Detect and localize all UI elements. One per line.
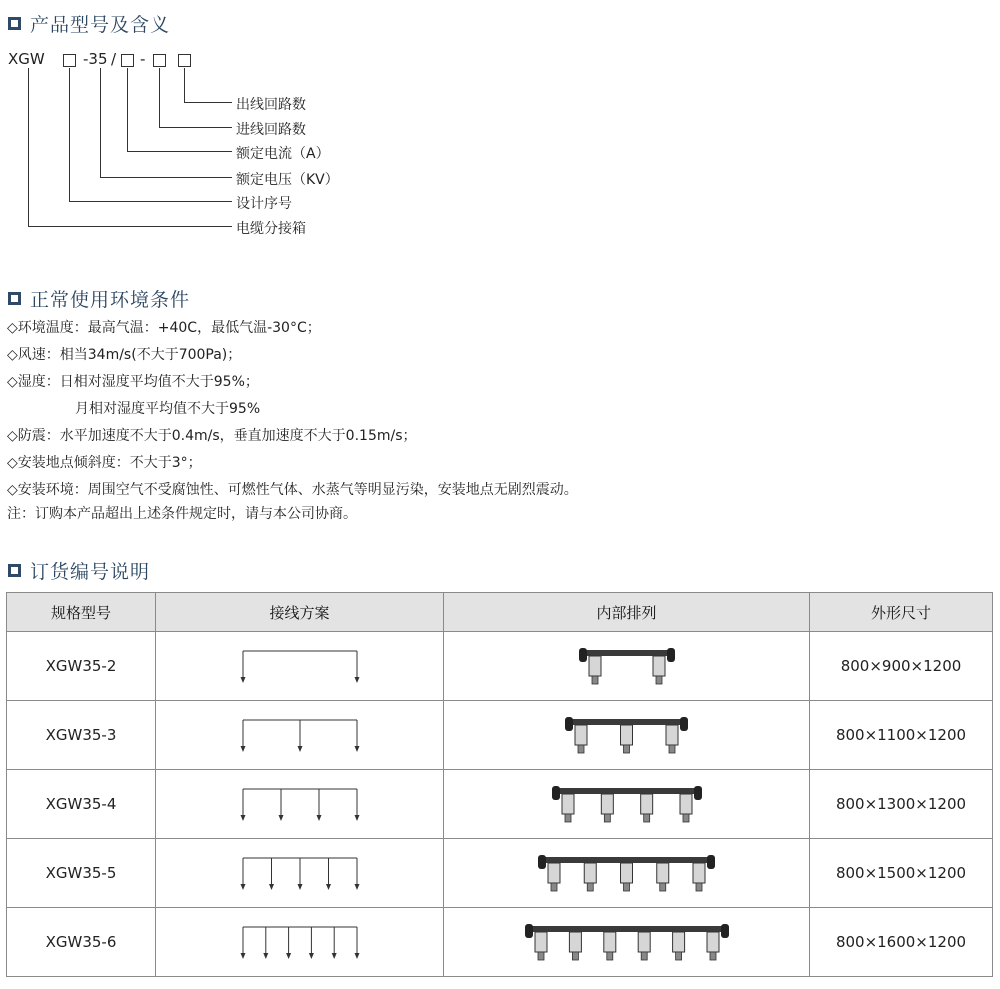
section-product-model — [8, 10, 170, 37]
table-row — [7, 701, 993, 770]
section-environment — [8, 285, 190, 312]
arrow-down-icon — [240, 746, 245, 752]
cond-temperature: ◇环境温度：最高气温：+40C，最低气温-30°C； — [7, 320, 321, 336]
cable-terminal — [624, 883, 630, 891]
cable-terminal — [606, 952, 612, 960]
code-box-current — [121, 54, 134, 67]
arrow-down-icon — [286, 953, 291, 959]
end-cap — [667, 648, 675, 662]
arrow-down-icon — [240, 677, 245, 683]
leader-current — [127, 68, 128, 152]
end-cap — [552, 786, 560, 800]
switch-unit — [666, 725, 678, 745]
cell-wiring — [156, 908, 444, 977]
switch-unit — [584, 863, 596, 883]
switch-unit — [621, 863, 633, 883]
arrow-down-icon — [240, 953, 245, 959]
switch-unit — [672, 932, 684, 952]
cell-model: XGW35-6 — [7, 908, 156, 977]
meaning-design-serial: 设计序号 — [236, 196, 292, 212]
leader-in-h — [159, 127, 232, 128]
cell-layout — [444, 770, 810, 839]
cell-size: 800×900×1200 — [810, 632, 993, 701]
leader-in — [159, 68, 160, 128]
square-bullet-icon — [8, 292, 21, 305]
cell-layout — [444, 632, 810, 701]
busbar — [579, 650, 675, 656]
cable-terminal — [643, 814, 649, 822]
cell-wiring — [156, 701, 444, 770]
cond-install-env: ◇安装环境：周围空气不受腐蚀性、可燃性气体、水蒸气等明显污染，安装地点无剧烈震动。 — [7, 482, 578, 498]
cable-terminal — [641, 952, 647, 960]
switch-unit — [569, 932, 581, 952]
meaning-rated-current: 额定电流（A） — [236, 146, 330, 162]
end-cap — [538, 855, 546, 869]
cable-terminal — [683, 814, 689, 822]
cond-wind: ◇风速：相当34m/s(不大于700Pa)； — [7, 347, 242, 363]
code-box-in — [153, 54, 166, 67]
code-box-design — [63, 54, 76, 67]
cell-size: 800×1100×1200 — [810, 701, 993, 770]
leader-cable — [28, 68, 29, 227]
header-layout: 内部排列 — [444, 593, 810, 632]
cable-terminal — [578, 745, 584, 753]
leader-design — [69, 68, 70, 202]
wiring-diagram — [235, 646, 365, 686]
switch-unit — [548, 863, 560, 883]
arrow-down-icon — [354, 953, 359, 959]
cond-note: 注：订购本产品超出上述条件规定时，请与本公司协商。 — [7, 506, 357, 522]
meaning-rated-voltage: 额定电压（KV） — [236, 172, 339, 188]
cond-humidity-day: ◇湿度：日相对湿度平均值不大于95%； — [7, 374, 259, 390]
meaning-cable-box: 电缆分接箱 — [236, 221, 306, 237]
wiring-diagram — [235, 715, 365, 755]
cell-wiring — [156, 770, 444, 839]
header-size: 外形尺寸 — [810, 593, 993, 632]
square-bullet-icon — [8, 564, 21, 577]
cell-layout — [444, 908, 810, 977]
cable-terminal — [538, 952, 544, 960]
code-dash: - — [140, 50, 146, 68]
arrow-down-icon — [240, 815, 245, 821]
table-row — [7, 770, 993, 839]
cable-terminal — [565, 814, 571, 822]
code-box-out — [178, 54, 191, 67]
cable-terminal — [675, 952, 681, 960]
cell-size: 800×1600×1200 — [810, 908, 993, 977]
leader-design-h — [69, 201, 232, 202]
cell-model: XGW35-3 — [7, 701, 156, 770]
switch-unit — [707, 932, 719, 952]
cond-seismic: ◇防震：水平加速度不大于0.4m/s，垂直加速度不大于0.15m/s； — [7, 428, 417, 444]
end-cap — [565, 717, 573, 731]
switch-unit — [680, 794, 692, 814]
busbar — [565, 719, 688, 725]
wiring-diagram — [235, 922, 365, 962]
cable-terminal — [710, 952, 716, 960]
code-prefix: XGW — [8, 50, 45, 68]
arrow-down-icon — [308, 953, 313, 959]
switchgear-illustration — [561, 713, 692, 757]
switch-unit — [621, 725, 633, 745]
arrow-down-icon — [240, 884, 245, 890]
section-title: 产品型号及含义 — [30, 14, 171, 36]
switch-unit — [535, 932, 547, 952]
arrow-down-icon — [278, 815, 283, 821]
order-table — [6, 592, 993, 977]
square-bullet-icon — [8, 17, 21, 30]
arrow-down-icon — [354, 677, 359, 683]
end-cap — [525, 924, 533, 938]
cell-model: XGW35-5 — [7, 839, 156, 908]
cable-terminal — [624, 745, 630, 753]
switch-unit — [653, 656, 665, 676]
switch-unit — [638, 932, 650, 952]
arrow-down-icon — [297, 746, 302, 752]
meaning-out-loops: 出线回路数 — [236, 97, 306, 113]
arrow-down-icon — [326, 884, 331, 890]
wiring-diagram — [235, 784, 365, 824]
table-header-row — [7, 593, 993, 632]
code-slash: / — [111, 50, 117, 68]
cable-terminal — [551, 883, 557, 891]
end-cap — [680, 717, 688, 731]
switch-unit — [640, 794, 652, 814]
switchgear-illustration — [548, 782, 706, 826]
busbar — [525, 926, 729, 932]
leader-voltage — [100, 68, 101, 178]
meaning-in-loops: 进线回路数 — [236, 122, 306, 138]
leader-out — [184, 68, 185, 103]
cell-size: 800×1300×1200 — [810, 770, 993, 839]
section-title: 订货编号说明 — [30, 561, 151, 583]
end-cap — [694, 786, 702, 800]
cell-wiring — [156, 632, 444, 701]
switch-unit — [603, 932, 615, 952]
cable-terminal — [660, 883, 666, 891]
table-row — [7, 908, 993, 977]
cable-terminal — [572, 952, 578, 960]
switch-unit — [693, 863, 705, 883]
wiring-diagram — [235, 853, 365, 893]
end-cap — [707, 855, 715, 869]
cell-layout — [444, 701, 810, 770]
busbar — [538, 857, 715, 863]
cable-terminal — [669, 745, 675, 753]
busbar — [552, 788, 702, 794]
cable-terminal — [696, 883, 702, 891]
switch-unit — [601, 794, 613, 814]
section-title: 正常使用环境条件 — [30, 289, 191, 311]
arrow-down-icon — [354, 815, 359, 821]
arrow-down-icon — [354, 884, 359, 890]
cell-wiring — [156, 839, 444, 908]
cond-humidity-month: 月相对湿度平均值不大于95% — [75, 401, 261, 417]
end-cap — [721, 924, 729, 938]
header-model: 规格型号 — [7, 593, 156, 632]
cell-model: XGW35-4 — [7, 770, 156, 839]
cell-layout — [444, 839, 810, 908]
switch-unit — [575, 725, 587, 745]
cable-terminal — [604, 814, 610, 822]
arrow-down-icon — [331, 953, 336, 959]
switch-unit — [589, 656, 601, 676]
cell-size: 800×1500×1200 — [810, 839, 993, 908]
cable-terminal — [592, 676, 598, 684]
code-voltage: -35 — [83, 50, 108, 68]
switchgear-illustration — [521, 920, 733, 964]
arrow-down-icon — [354, 746, 359, 752]
leader-voltage-h — [100, 177, 232, 178]
section-order-code — [8, 557, 150, 584]
cond-tilt: ◇安装地点倾斜度：不大于3°； — [7, 455, 202, 471]
switch-unit — [562, 794, 574, 814]
leader-cable-h — [28, 226, 232, 227]
switch-unit — [657, 863, 669, 883]
arrow-down-icon — [297, 884, 302, 890]
leader-out-h — [184, 102, 232, 103]
cable-terminal — [656, 676, 662, 684]
arrow-down-icon — [316, 815, 321, 821]
arrow-down-icon — [269, 884, 274, 890]
switchgear-illustration — [534, 851, 719, 895]
end-cap — [579, 648, 587, 662]
arrow-down-icon — [263, 953, 268, 959]
cell-model: XGW35-2 — [7, 632, 156, 701]
switchgear-illustration — [575, 644, 679, 688]
model-code-diagram — [0, 40, 420, 250]
table-row — [7, 632, 993, 701]
table-row — [7, 839, 993, 908]
leader-current-h — [127, 151, 232, 152]
cable-terminal — [587, 883, 593, 891]
header-wiring: 接线方案 — [156, 593, 444, 632]
